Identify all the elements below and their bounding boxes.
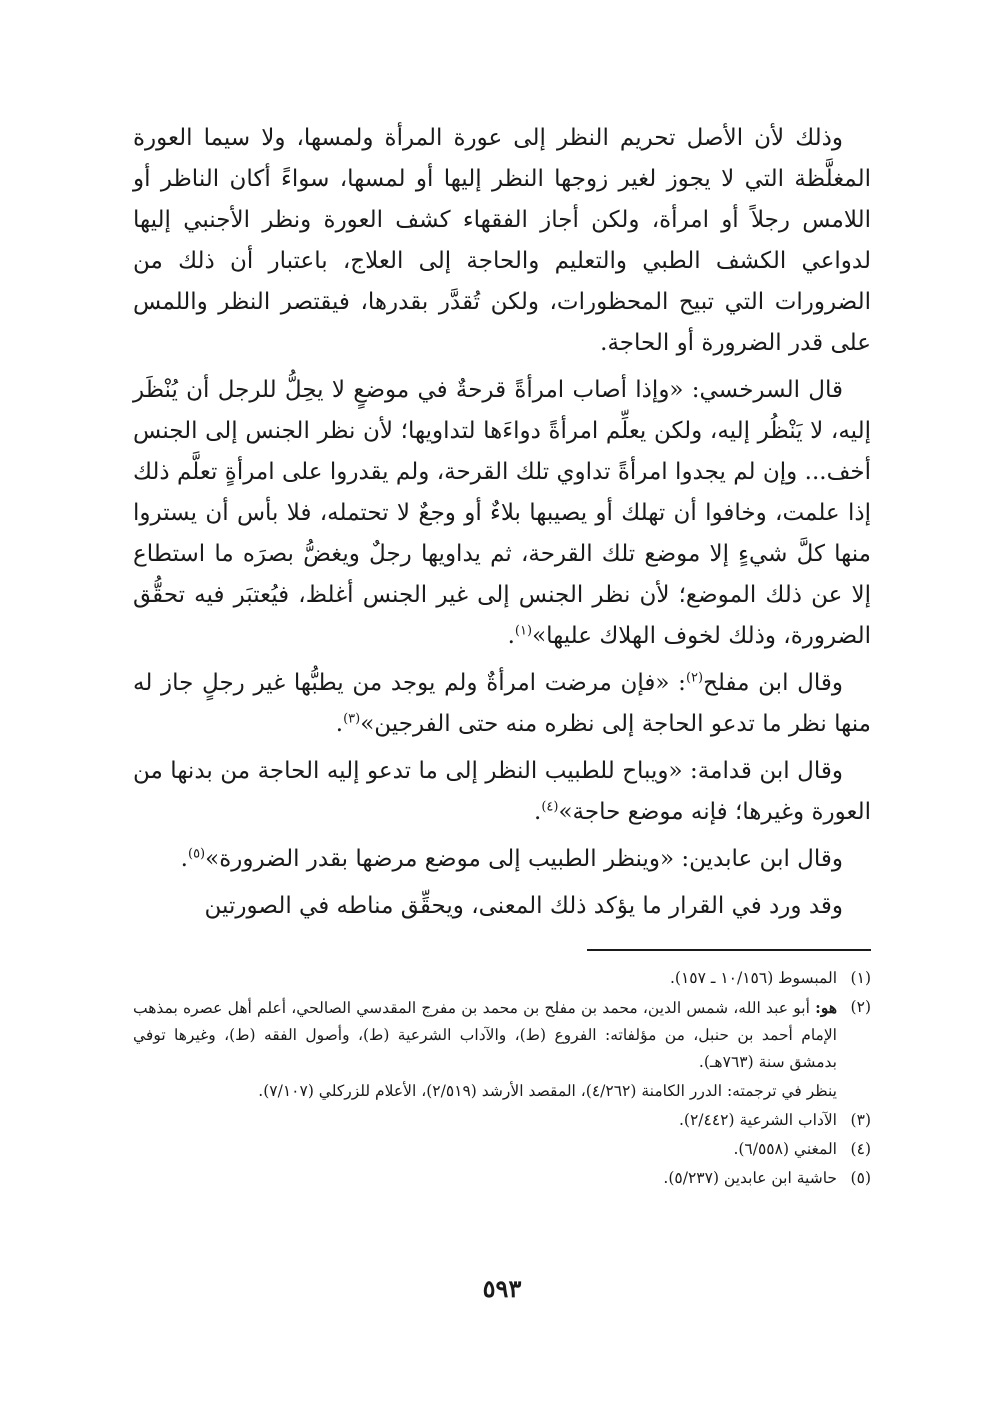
footnote-2-number: (٢)	[850, 998, 871, 1016]
footnote-ref-5: (٥)	[187, 846, 206, 862]
footnotes	[133, 965, 871, 1192]
footnote-5	[133, 1165, 871, 1192]
paragraph-2-text: قال السرخسي: «وإذا أصاب امرأةً قرحةٌ في موضعٍ لا يحِلُّ للرجل أن يُنْظَر إليه، لا يَنْظُر إليه، ولكن يعلِّم امرأةً دواءَها لتداويها؛ لأن نظر الجنس إلى الجنس أخف... وإن لم يجدوا امرأةً تداوي تلك القرحة، ولم يقدروا على امرأةٍ تعلَّم ذلك إذا علمت، وخافوا أن تهلك أو يصيبها بلاءٌ أو وجعٌ لا تحتمله، فلا بأس أن يستروا منها كلَّ شيءٍ إلا موضع تلك القرحة، ثم يداويها رجلٌ ويغضُّ بصرَه ما استطاع إلا عن ذلك الموضع؛ لأن نظر الجنس إلى غير الجنس أغلظ، فيُعتبَر فيه تحقُّق الضرورة، وذلك لخوف الهلاك عليها»	[133, 377, 871, 649]
footnote-ref-1: (١)	[514, 623, 533, 639]
paragraph-3	[133, 663, 871, 745]
paragraph-1	[133, 118, 871, 364]
main-text	[133, 118, 871, 927]
footnote-1	[133, 965, 871, 992]
paragraph-4-period: .	[534, 799, 542, 825]
page-body	[133, 118, 871, 1417]
footnote-2	[133, 994, 871, 1076]
footnote-3	[133, 1107, 871, 1134]
paragraph-3-lead: وقال ابن مفلح	[703, 670, 843, 696]
paragraph-4-text: وقال ابن قدامة: «ويباح للطبيب النظر إلى ما تدعو إليه الحاجة من بدنها من العورة وغيرها؛ فإنه موضع حاجة»	[133, 758, 871, 825]
footnote-4-text: المغني (٦/٥٥٨).	[733, 1140, 837, 1158]
footnote-divider	[587, 949, 871, 951]
footnote-3-text: الآداب الشرعية (٢/٤٤٢).	[678, 1111, 837, 1129]
paragraph-3-period: .	[335, 711, 344, 737]
footnote-4-number: (٤)	[850, 1140, 871, 1158]
footnote-2-text: أبو عبد الله، شمس الدين، محمد بن مفلح بن محمد بن مفرج المقدسي الصالحي، أعلم أهل عصره بمذهب الإمام أحمد بن حنبل، من مؤلفاته: الفروع (ط)، والآداب الشرعية (ط)، وأصول الفقه (ط)، وغيرها توفي بدمشق سنة (٧٦٣هـ).	[133, 999, 837, 1071]
footnote-5-number: (٥)	[850, 1169, 871, 1187]
paragraph-6	[133, 886, 871, 927]
paragraph-2-period: .	[507, 623, 515, 649]
paragraph-4	[133, 751, 871, 833]
footnote-2-body	[133, 994, 837, 1076]
footnote-2-continuation-text: ينظر في ترجمته: الدرر الكامنة (٤/٢٦٢)، المقصد الأرشد (٢/٥١٩)، الأعلام للزركلي (٧/١٠٧).	[258, 1082, 837, 1100]
footnote-ref-4: (٤)	[541, 799, 559, 815]
footnote-ref-3: (٣)	[343, 711, 361, 727]
footnote-2-continuation	[133, 1078, 871, 1105]
footnote-1-number: (١)	[850, 969, 871, 987]
footnote-ref-2: (٢)	[685, 670, 704, 686]
paragraph-1-text: وذلك لأن الأصل تحريم النظر إلى عورة المرأة ولمسها، ولا سيما العورة المغلَّظة التي لا يجوز لغير زوجها النظر إليها أو لمسها، سواءً أكان الناظر أو اللامس رجلاً أو امرأة، ولكن أجاز الفقهاء كشف العورة ونظر الأجنبي إليها لدواعي الكشف الطبي والتعليم والحاجة إلى العلاج، باعتبار أن ذلك من الضرورات التي تبيح المحظورات، ولكن تُقدَّر بقدرها، فيقتصر النظر واللمس على قدر الضرورة أو الحاجة.	[133, 125, 872, 356]
paragraph-5-period: .	[180, 846, 188, 872]
page-number: ٥٩٣	[482, 1274, 522, 1303]
footnote-4	[133, 1136, 871, 1163]
footnote-3-number: (٣)	[850, 1111, 871, 1129]
paragraph-5	[133, 839, 871, 880]
footnote-5-text: حاشية ابن عابدين (٥/٢٣٧).	[663, 1169, 837, 1187]
paragraph-3-text: : «فإن مرضت امرأةٌ ولم يوجد من يطبُّها غير رجلٍ جاز له منها نظر ما تدعو الحاجة إلى نظره منه حتى الفرجين»	[133, 670, 871, 737]
footnote-1-text: المبسوط (١٠/١٥٦ ـ ١٥٧).	[669, 969, 837, 987]
paragraph-6-text: وقد ورد في القرار ما يؤكد ذلك المعنى، ويحقِّق مناطه في الصورتين	[204, 893, 843, 919]
paragraph-2	[133, 370, 871, 657]
footnote-2-label: هو:	[815, 998, 837, 1017]
paragraph-5-text: وقال ابن عابدين: «وينظر الطبيب إلى موضع مرضها بقدر الضرورة»	[205, 846, 843, 872]
